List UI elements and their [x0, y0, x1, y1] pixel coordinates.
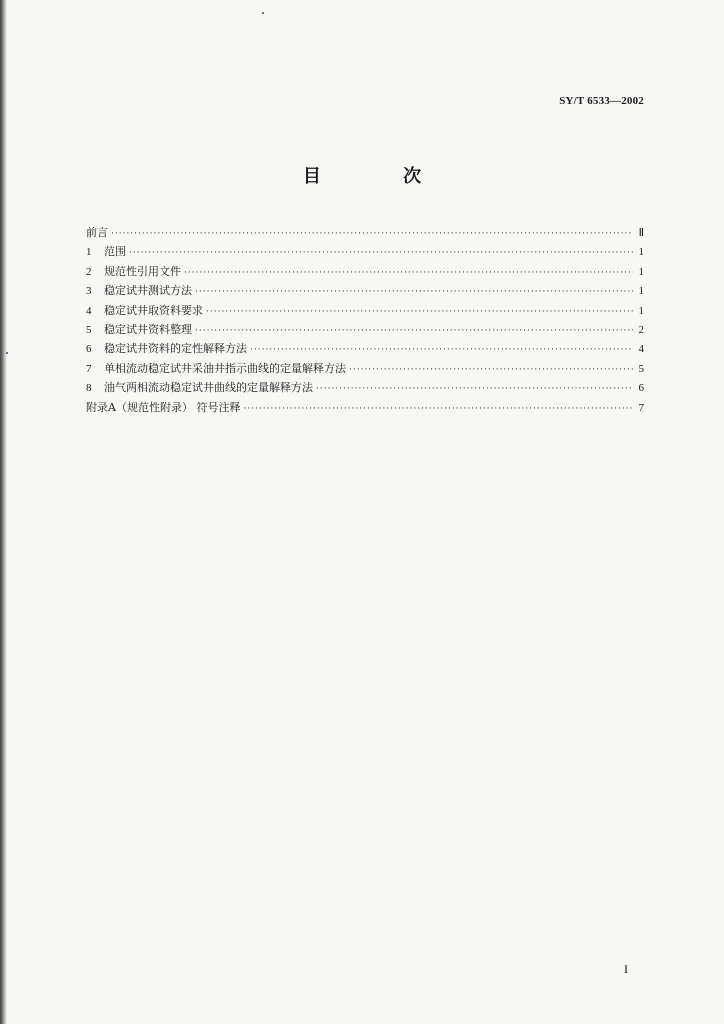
toc-entry-foreword[interactable] — [86, 223, 644, 242]
toc-entry-text: 附录A（规范性附录） 符号注释 — [86, 400, 241, 414]
toc-entry-number: 4 — [86, 304, 92, 317]
toc-entry-number: 7 — [86, 362, 92, 375]
toc-entry-page: 1 — [638, 285, 644, 298]
toc-entry-number: 2 — [86, 265, 92, 278]
toc-entry-8[interactable] — [86, 378, 644, 397]
scan-edge-shadow — [0, 0, 7, 1024]
toc-entry-text: 稳定试井资料的定性解释方法 — [104, 342, 247, 356]
toc-entry-text: 稳定试井资料整理 — [104, 322, 192, 336]
toc-leader-dots — [206, 303, 633, 322]
toc-entry-1[interactable] — [86, 242, 644, 261]
scan-speck — [6, 352, 8, 354]
standard-code: SY/T 6533—2002 — [559, 95, 644, 107]
toc-entry-4[interactable] — [86, 301, 644, 320]
toc-entry-text: 单相流动稳定试井采油井指示曲线的定量解释方法 — [104, 361, 346, 375]
page-number: I — [624, 962, 628, 976]
toc-entry-page: 7 — [638, 401, 644, 414]
toc-leader-dots — [195, 283, 633, 302]
toc-entry-number: 5 — [86, 323, 92, 336]
toc-entry-number: 8 — [86, 382, 92, 395]
page-title: 目 次 — [302, 166, 460, 187]
toc-entry-text: 范围 — [104, 245, 126, 259]
toc-entry-text: 油气两相流动稳定试井曲线的定量解释方法 — [104, 381, 313, 395]
toc-leader-dots — [316, 380, 633, 399]
toc-entry-page: Ⅱ — [638, 227, 644, 239]
toc-leader-dots — [111, 225, 633, 244]
toc-entry-number: 3 — [86, 285, 92, 298]
toc-entry-5[interactable] — [86, 320, 644, 339]
toc-entry-page: 1 — [638, 265, 644, 278]
toc-entry-text: 稳定试井测试方法 — [104, 284, 192, 298]
toc-entry-text: 稳定试井取资料要求 — [104, 303, 203, 317]
toc-entry-text: 规范性引用文件 — [104, 264, 181, 278]
toc-entry-page: 1 — [638, 304, 644, 317]
scan-speck — [262, 12, 264, 14]
toc-entry-3[interactable] — [86, 281, 644, 300]
toc-entry-page: 6 — [638, 382, 644, 395]
toc-entry-number: 6 — [86, 343, 92, 356]
toc-entry-appendix-a[interactable] — [86, 398, 644, 417]
toc-entry-text: 前言 — [86, 226, 108, 239]
toc-entry-page: 5 — [638, 362, 644, 375]
toc-leader-dots — [184, 264, 633, 283]
toc-entry-number: 1 — [86, 246, 92, 259]
toc-leader-dots — [129, 244, 633, 263]
table-of-contents — [86, 223, 644, 417]
toc-leader-dots — [349, 361, 633, 380]
toc-entry-7[interactable] — [86, 359, 644, 378]
toc-leader-dots — [243, 400, 633, 419]
toc-leader-dots — [195, 322, 633, 341]
toc-entry-page: 1 — [638, 246, 644, 259]
toc-entry-page: 2 — [638, 323, 644, 336]
toc-entry-6[interactable] — [86, 339, 644, 358]
toc-entry-page: 4 — [638, 343, 644, 356]
toc-entry-2[interactable] — [86, 262, 644, 281]
